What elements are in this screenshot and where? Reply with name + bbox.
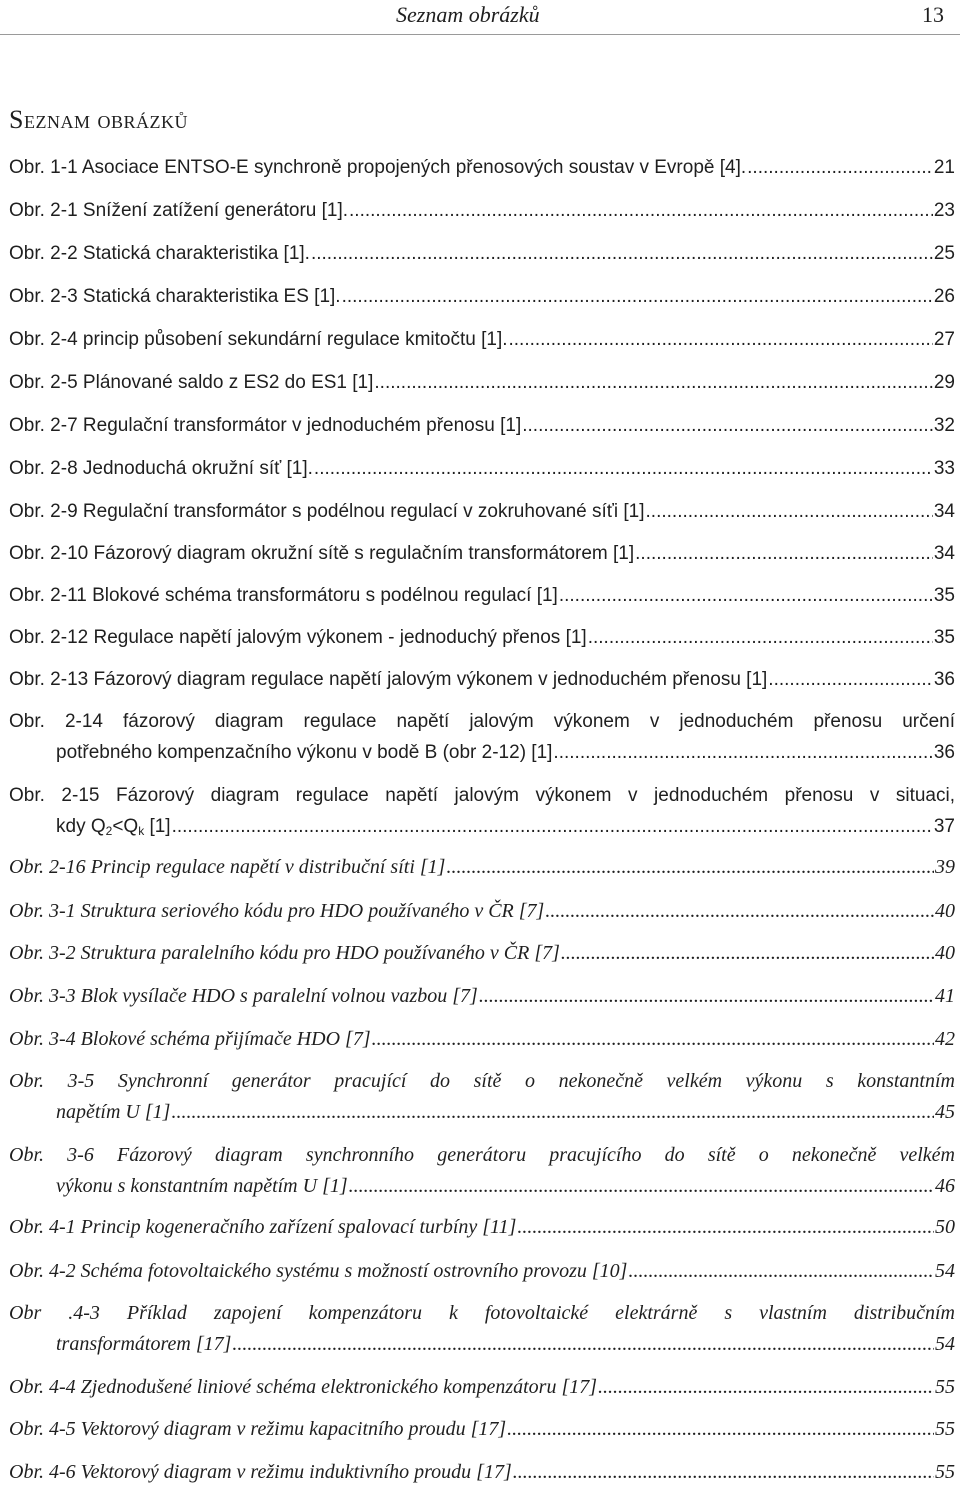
toc-entry-page: 55 [935,1418,955,1440]
leader-dots [635,538,933,569]
header-page-number: 13 [922,2,944,27]
toc-entry-label: Obr. 4-6 Vektorový diagram v režimu induktivního proudu [17] [9,1461,512,1483]
toc-entry[interactable] [9,453,955,484]
leader-dots [522,410,933,441]
leader-dots [479,981,934,1012]
toc-entry[interactable] [9,938,955,969]
toc-entry[interactable] [9,706,955,768]
toc-entry-page: 55 [935,1376,955,1398]
toc-entry[interactable] [9,496,955,527]
leader-dots [311,238,933,269]
toc-entry-label-line1: Obr .4-3 Příklad zapojení kompenzátoru k fotovoltaické elektrárně s vlastním distribučním [9,1302,955,1324]
leader-dots [446,852,934,883]
toc-entry-label-line2: transformátorem [17] [56,1333,232,1355]
toc-entry-label: Obr. 2-3 Statická charakteristika ES [1]. [9,286,341,307]
toc-entry[interactable] [9,852,955,883]
toc-entry-page: 39 [935,856,955,878]
toc-entry-label: Obr. 2-16 Princip regulace napětí v distribuční síti [1] [9,856,446,878]
toc-entry[interactable] [9,664,955,695]
leader-dots [172,811,933,842]
toc-entry-label: Obr. 2-1 Snížení zatížení generátoru [1]. [9,200,349,221]
leader-dots [747,152,933,183]
toc-entry-page: 50 [935,1216,955,1238]
leader-dots [553,737,932,768]
toc-entry-label: Obr. 4-2 Schéma fotovoltaického systému s možností ostrovního provozu [10] [9,1260,628,1282]
toc-entry[interactable] [9,780,955,847]
toc-entry-page: 46 [935,1175,955,1197]
toc-entry-label: Obr. 2-7 Regulační transformátor v jednoduchém přenosu [1] [9,415,522,436]
leader-dots [314,453,933,484]
toc-entry-page: 40 [935,900,955,922]
leader-dots [372,1024,934,1055]
toc-entry-page: 36 [933,742,955,763]
toc-entry-page: 36 [933,669,955,690]
toc-entry-label: Obr. 3-3 Blok vysílače HDO s paralelní volnou vazbou [7] [9,985,478,1007]
toc-entry-label-line2: potřebného kompenzačního výkonu v bodě B (obr 2-12) [1] [56,742,553,763]
toc-entry-page: 40 [935,942,955,964]
toc-entry[interactable] [9,1024,955,1055]
toc-entry-label-line1: Obr. 3-6 Fázorový diagram synchronního generátoru pracujícího do sítě o nekonečně velkém [9,1144,955,1166]
leader-dots [646,496,933,527]
leader-dots [349,195,933,226]
toc-entry[interactable] [9,1414,955,1445]
leader-dots [561,938,934,969]
toc-entry[interactable] [9,281,955,312]
toc-entry-label: Obr. 3-2 Struktura paralelního kódu pro HDO používaného v ČR [7] [9,942,560,964]
toc-entry-page: 21 [933,157,955,178]
toc-entry[interactable] [9,538,955,569]
toc-entry-page: 32 [933,415,955,436]
toc-entry-label-line1: Obr. 2-14 fázorový diagram regulace napětí jalovým výkonem v jednoduchém přenosu určení [9,711,955,732]
toc-entry-label-line1: Obr. 3-5 Synchronní generátor pracující do sítě o nekonečně velkém výkonu s konstantním [9,1070,955,1092]
toc-entry-label-line2: napětím U [1] [56,1101,171,1123]
leader-dots [507,1414,934,1445]
toc-entry-page: 42 [935,1028,955,1050]
toc-entry-label: Obr. 2-12 Regulace napětí jalovým výkonem - jednoduchý přenos [1] [9,627,587,648]
toc-entry-page: 23 [933,200,955,221]
toc-entry-label: Obr. 2-8 Jednoduchá okružní síť [1]. [9,458,313,479]
leader-dots [513,1457,934,1488]
toc-entry[interactable] [9,195,955,226]
toc-entry-page: 37 [933,816,955,837]
header-title: Seznam obrázků [396,2,540,27]
toc-entry-page: 26 [933,286,955,307]
toc-entry[interactable] [9,1256,955,1287]
toc-entry-label: Obr. 1-1 Asociace ENTSO-E synchroně propojených přenosových soustav v Evropě [4]. [9,157,747,178]
leader-dots [628,1256,934,1287]
toc-entry[interactable] [9,410,955,441]
leader-dots [509,324,933,355]
toc-entry-page: 55 [935,1461,955,1483]
toc-entry-page: 25 [933,243,955,264]
toc-entry-label: Obr. 2-2 Statická charakteristika [1]. [9,243,310,264]
leader-dots [374,367,932,398]
toc-entry[interactable] [9,580,955,611]
toc-entry-label: Obr. 2-9 Regulační transformátor s podélnou regulací v zokruhované síťi [1] [9,501,645,522]
toc-entry[interactable] [9,367,955,398]
toc-entry[interactable] [9,981,955,1012]
toc-entry[interactable] [9,1372,955,1403]
toc-entry-page: 27 [933,329,955,350]
leader-dots [349,1171,934,1202]
toc-entry-page: 33 [933,458,955,479]
toc-entry-label: Obr. 4-1 Princip kogeneračního zařízení spalovací turbíny [11] [9,1216,517,1238]
toc-entry-page: 29 [933,372,955,393]
leader-dots [517,1212,934,1243]
toc-entry[interactable] [9,1457,955,1488]
toc-entry-page: 35 [933,627,955,648]
page-heading: Seznam obrázků [9,105,188,134]
leader-dots [598,1372,934,1403]
toc-entry[interactable] [9,622,955,653]
toc-entry-page: 35 [933,585,955,606]
running-header [0,0,960,35]
toc-entry-page: 54 [935,1260,955,1282]
toc-entry[interactable] [9,324,955,355]
toc-entry-page: 34 [933,543,955,564]
leader-dots [232,1329,934,1360]
toc-entry-label: Obr. 4-5 Vektorový diagram v režimu kapacitního proudu [17] [9,1418,507,1440]
leader-dots [588,622,933,653]
toc-entry[interactable] [9,1298,955,1360]
toc-entry-label: Obr. 2-10 Fázorový diagram okružní sítě s regulačním transformátorem [1] [9,543,635,564]
toc-entry[interactable] [9,896,955,927]
toc-entry[interactable] [9,1140,955,1202]
toc-entry-page: 41 [935,985,955,1007]
leader-dots [559,580,933,611]
toc-entry-label-line2: kdy $Q_2<Q_k$ [1] [56,816,171,838]
toc-entry-label-line1: Obr. 2-15 Fázorový diagram regulace napětí jalovým výkonem v jednoduchém přenosu v situaci, [9,785,955,806]
leader-dots [171,1097,934,1128]
toc-entry-page: 45 [935,1101,955,1123]
toc-entry-label: Obr. 3-1 Struktura seriového kódu pro HDO používaného v ČR [7] [9,900,545,922]
toc-entry-label: Obr. 2-4 princip působení sekundární regulace kmitočtu [1]. [9,329,508,350]
toc-entry-label: Obr. 2-13 Fázorový diagram regulace napětí jalovým výkonem v jednoduchém přenosu [1] [9,669,768,690]
toc-entry-label: Obr. 2-11 Blokové schéma transformátoru s podélnou regulací [1] [9,585,558,606]
toc-entry[interactable] [9,1212,955,1243]
leader-dots [342,281,933,312]
toc-entry[interactable] [9,1066,955,1128]
toc-entry-label: Obr. 2-5 Plánované saldo z ES2 do ES1 [1] [9,372,374,393]
leader-dots [545,896,934,927]
leader-dots [768,664,933,695]
toc-entry-page: 34 [933,501,955,522]
toc-entry[interactable] [9,238,955,269]
toc-entry-page: 54 [935,1333,955,1355]
toc-entry-label: Obr. 3-4 Blokové schéma přijímače HDO [7] [9,1028,371,1050]
toc-entry-label-line2: výkonu s konstantním napětím U [1] [56,1175,348,1197]
toc-entry-label: Obr. 4-4 Zjednodušené liniové schéma elektronického kompenzátoru [17] [9,1376,598,1398]
toc-entry[interactable] [9,152,955,183]
